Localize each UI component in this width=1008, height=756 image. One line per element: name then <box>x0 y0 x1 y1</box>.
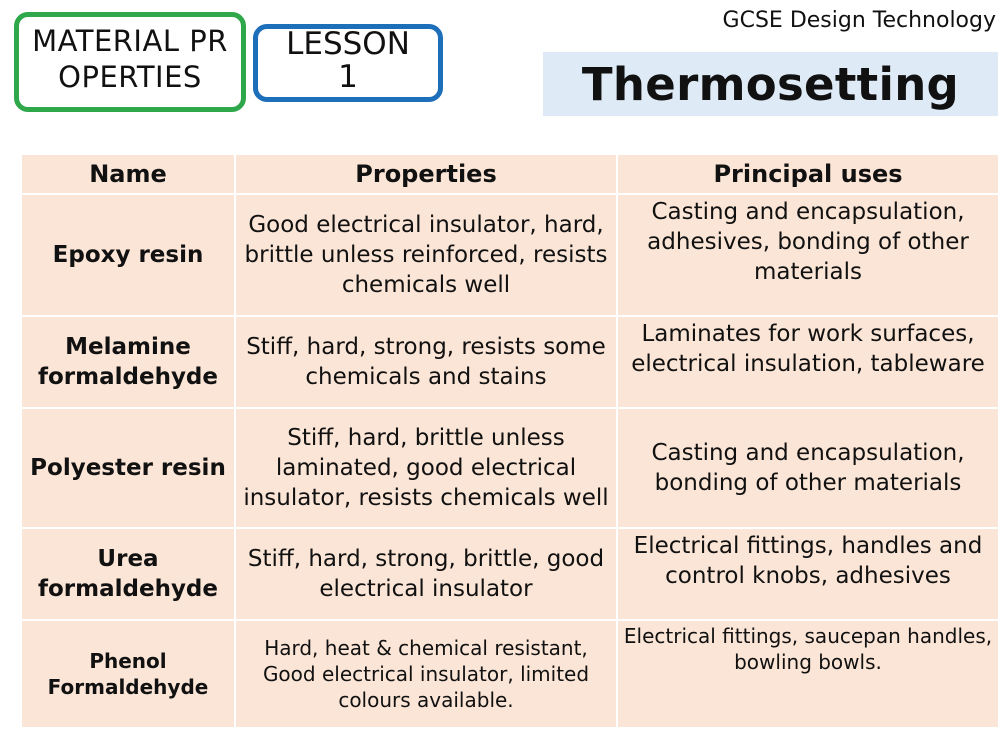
topic-title: Thermosetting <box>581 57 960 111</box>
material-name: Polyester resin <box>21 408 235 528</box>
material-properties: Stiff, hard, strong, resists some chemicals and stains <box>235 316 617 408</box>
lesson-badge-label: LESSON 1 <box>286 26 410 95</box>
material-name: Epoxy resin <box>21 194 235 316</box>
material-properties: Good electrical insulator, hard, brittle unless reinforced, resists chemicals well <box>235 194 617 316</box>
topic-banner <box>543 52 998 116</box>
table-row <box>21 528 999 620</box>
lesson-badge <box>253 24 443 102</box>
material-uses: Electrical fittings, saucepan handles, bowling bowls. <box>617 620 999 728</box>
table-header-row <box>21 154 999 194</box>
column-header-properties: Properties <box>235 154 617 194</box>
material-name: Phenol Formaldehyde <box>21 620 235 728</box>
properties-table <box>20 153 1000 729</box>
table-row <box>21 408 999 528</box>
material-name: Melamine formaldehyde <box>21 316 235 408</box>
course-title: GCSE Design Technology <box>722 8 996 33</box>
table-row <box>21 316 999 408</box>
table-row <box>21 194 999 316</box>
material-uses: Casting and encapsulation, adhesives, bonding of other materials <box>617 194 999 316</box>
material-properties: Hard, heat & chemical resistant, Good electrical insulator, limited colours available. <box>235 620 617 728</box>
column-header-name: Name <box>21 154 235 194</box>
table-row <box>21 620 999 728</box>
material-uses: Laminates for work surfaces, electrical insulation, tableware <box>617 316 999 408</box>
column-header-uses: Principal uses <box>617 154 999 194</box>
material-properties: Stiff, hard, strong, brittle, good electrical insulator <box>235 528 617 620</box>
material-uses: Electrical fittings, handles and control knobs, adhesives <box>617 528 999 620</box>
material-properties: Stiff, hard, brittle unless laminated, good electrical insulator, resists chemicals well <box>235 408 617 528</box>
material-name: Urea formaldehyde <box>21 528 235 620</box>
unit-badge-label: MATERIAL PROPERTIES <box>32 24 228 94</box>
material-uses: Casting and encapsulation, bonding of other materials <box>617 408 999 528</box>
unit-badge <box>14 12 246 112</box>
